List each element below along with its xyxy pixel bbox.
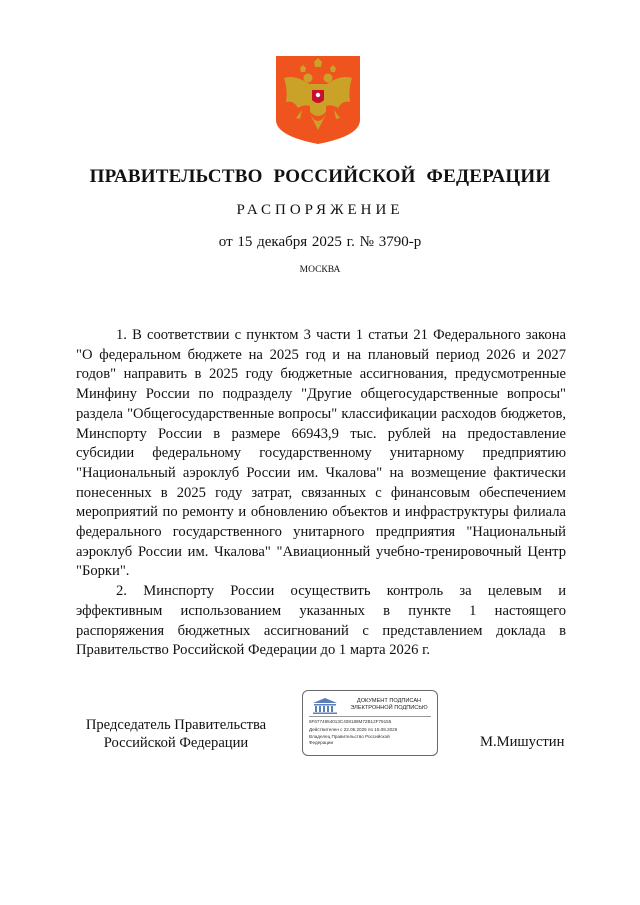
stamp-heading-line-1: ДОКУМЕНТ ПОДПИСАН [356, 698, 422, 704]
paragraph-1: 1. В соответствии с пунктом 3 части 1 статьи 21 Федерального закона "О федеральном бюджете на 2025 год и на плановый период 2026 и 2027 годов" направить в 2025 году бюджетные ассигнования, предусмотренные Минфину России по подразделу "Другие общегосударственные вопросы" раздела "Общегосударственные вопросы" классификации расходов бюджетов, Минспорту России в размере 66943,9 тыс. рублей на предоставление субсидии федеральному государственному унитарному предприятию "Национальный аэроклуб России им. Чкалова" на возмещение фактически понесенных в 2025 году затрат, связанных с финансовым обеспечением мероприятий по ремонту и обновлению объектов и инфраструктуры филиала федерального государственного унитарного предприятия "Национальный аэроклуб России им. Чкалова" "Авиационный учебно-тренировочный Центр "Борки". [76, 327, 566, 580]
paragraph-2: 2. Минспорту России осуществить контроль за целевым и эффективным использованием указанных в пункте 1 настоящего распоряжения бюджетных ассигнований с представлением доклада в Правительство Российской Федерации до 1 марта 2026 г. [76, 583, 566, 659]
stamp-serial: 6F6774854013C408188M72B12F79155 [309, 719, 392, 724]
electronic-signature-stamp [302, 690, 438, 756]
document-body [76, 326, 566, 661]
stamp-validity: Действителен с 22.05.2025 по 15.08.2026 [309, 727, 398, 732]
stamp-owner-line-2: Федерации [309, 740, 334, 745]
stamp-heading-line-2: ЭЛЕКТРОННОЙ ПОДПИСЬЮ [350, 705, 428, 711]
government-title: ПРАВИТЕЛЬСТВО РОССИЙСКОЙ ФЕДЕРАЦИИ [89, 166, 551, 187]
document-date-number: от 15 декабря 2025 г. № 3790-р [218, 234, 422, 250]
signer-title-line-1: Председатель Правительства [85, 717, 267, 733]
signer-title [76, 716, 276, 752]
document-city: МОСКВА [299, 265, 341, 275]
document-type: РАСПОРЯЖЕНИЕ [236, 202, 404, 218]
stamp-heading [343, 698, 435, 712]
coat-of-arms-icon [276, 56, 360, 144]
stamp-divider [309, 716, 431, 717]
stamp-owner-line-1: Владелец Правительство Российской [309, 734, 390, 739]
signer-title-line-2: Российской Федерации [103, 735, 249, 751]
signer-name: М.Мишустин [480, 734, 565, 750]
government-building-icon [309, 697, 341, 715]
